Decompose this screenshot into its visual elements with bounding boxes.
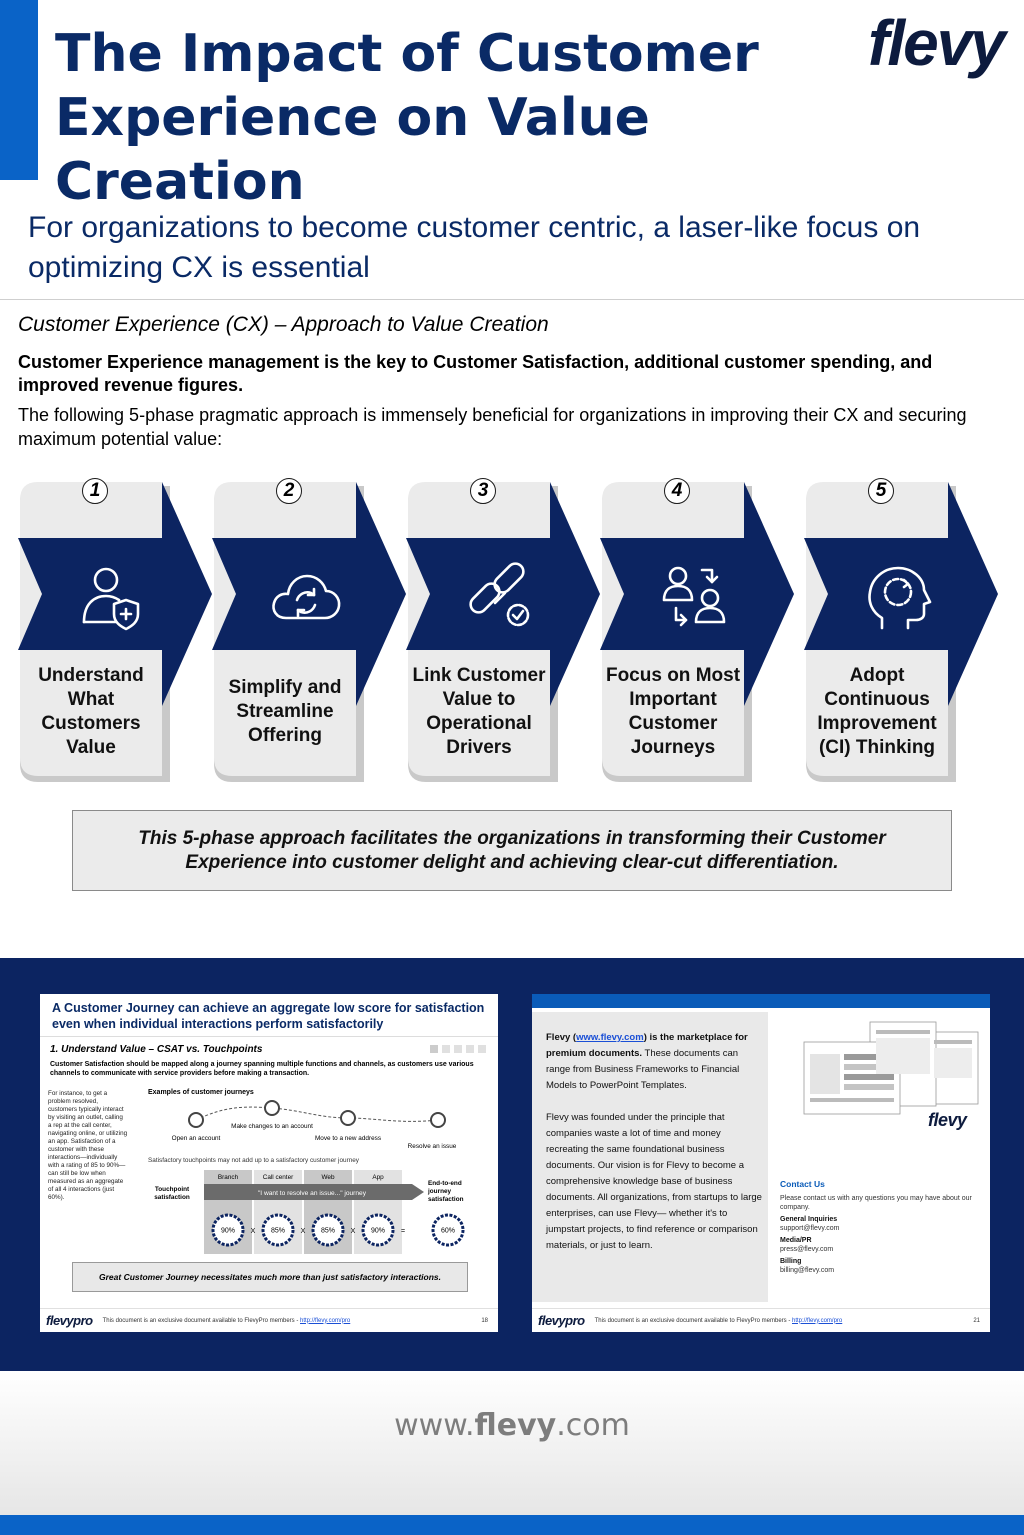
score-value: 90% (370, 1227, 386, 1235)
page-number: 18 (481, 1317, 488, 1324)
section-heading: Customer Experience (CX) – Approach to Value Creation (18, 313, 549, 336)
about-vision: Flevy was founded under the principle that companies waste a lot of time and money recreating the same foundational business documents. Our vision is for Flevy to become a comprehensive knowledge base of business documents. All organizations, from startups to large enterprises, can use Flevy— whether it's to jumpstart projects, to find reference or comparison materials, or just to learn. (546, 1112, 762, 1251)
channel-label: Web (321, 1174, 335, 1181)
phase-number: 2 (276, 478, 302, 504)
about-tagline: ) is the marketplace for premium documents. (546, 1032, 748, 1059)
slide1-description: Customer Satisfaction should be mapped along a journey spanning multiple functions and channels, as customers use various channels to communicate with service providers before making a transaction. (50, 1061, 474, 1077)
journey-node (265, 1101, 279, 1115)
journey-node (189, 1113, 203, 1127)
score-operator: = (400, 1228, 406, 1235)
document-thumbnails (532, 994, 990, 1332)
footer-link[interactable]: http://flevy.com/pro (300, 1317, 351, 1324)
link-check-icon (462, 560, 538, 636)
contact-heading: Contact Us (780, 1179, 825, 1189)
channel-label: Call center (262, 1174, 294, 1181)
about-prefix: Flevy ( (546, 1032, 577, 1043)
phase-label: Simplify and Streamline Offering (228, 677, 342, 746)
page-title: The Impact of Customer Experience on Value Creation (55, 24, 759, 212)
page-number: 21 (973, 1317, 980, 1324)
phase-label: Link Customer Value to Operational Drivers (412, 665, 546, 758)
footer-url[interactable] (0, 1408, 1024, 1443)
page-subtitle: For organizations to become customer centric, a laser-like focus on optimizing CX is essential (28, 211, 921, 284)
footer-url-post: .com (556, 1408, 630, 1443)
flevy-logo[interactable] (868, 6, 1004, 80)
touchpoint-score (263, 1215, 293, 1245)
logo-text: flevy (868, 7, 1004, 79)
end-to-end-label: End-to-end journey satisfaction (428, 1180, 464, 1203)
contact-email[interactable]: support@flevy.com (780, 1225, 840, 1232)
contact-label: Billing (780, 1258, 802, 1265)
user-shield-icon (74, 560, 150, 636)
examples-label: Examples of customer journeys (148, 1089, 254, 1096)
phase-label: Understand What Customers Value (38, 665, 144, 758)
about-detail: These documents can range from Business Frameworks to Financial Models to PowerPoint Templates. (546, 1048, 740, 1091)
flevypro-logo: flevypro (538, 1313, 585, 1328)
contact-label: General Inquiries (780, 1216, 838, 1223)
score-value: 85% (270, 1227, 286, 1235)
touchpoint-score (213, 1215, 243, 1245)
slide2-footer (532, 1308, 990, 1332)
channel-label: App (372, 1174, 384, 1181)
slide1-side-text: For instance, to get a problem resolved, customers typically interact by visiting an outlet, calling a rep at the call center, navigating online, or utilizing an app. Satisfaction of a customer with these interactions—individually with a rating of 85 to 90%—can still be low when measured as an aggregate of all 4 interactions (just 60%). (48, 1090, 128, 1201)
footer-url-brand: flevy (474, 1408, 557, 1443)
score-value: 85% (320, 1227, 336, 1235)
touchpoint-score (313, 1215, 343, 1245)
phase-label: Adopt Continuous Improvement (CI) Thinking (817, 665, 937, 758)
phase-4 (600, 478, 800, 790)
accent-bar (0, 0, 38, 180)
phase-number: 5 (868, 478, 894, 504)
footer-url-pre: www. (394, 1408, 475, 1443)
footer-text: This document is an exclusive document available to FlevyPro members - (102, 1317, 299, 1324)
divider (0, 299, 1024, 300)
journey-quote: "I want to resolve an issue..." journey (257, 1190, 367, 1197)
slide2-flevy-logo: flevy (928, 1110, 967, 1130)
journey-label: Resolve an issue (407, 1143, 457, 1150)
score-value: 90% (220, 1227, 236, 1235)
slide1-footer (40, 1308, 498, 1332)
lead-bold-text: Customer Experience management is the key to Customer Satisfaction, additional customer spending, and improved revenue figures. (18, 352, 933, 395)
flevypro-logo: flevypro (46, 1313, 93, 1328)
journey-node (431, 1113, 445, 1127)
journey-label: Make changes to an account (231, 1123, 313, 1130)
footer-text: This document is an exclusive document available to FlevyPro members - (594, 1317, 791, 1324)
phase-label: Focus on Most Important Customer Journeys (605, 665, 741, 758)
phase-1 (18, 478, 218, 790)
score-operator: X (250, 1228, 256, 1235)
head-cycle-icon (860, 560, 936, 636)
journey-label: Open an account (171, 1135, 221, 1142)
score-value: 60% (440, 1227, 456, 1235)
contact-intro: Please contact us with any questions you may have about our company. (780, 1195, 972, 1211)
preview-slide-2[interactable] (532, 994, 990, 1332)
contact-email[interactable]: press@flevy.com (780, 1246, 834, 1253)
users-exchange-icon (656, 560, 732, 636)
flevy-link[interactable]: www.flevy.com (576, 1032, 644, 1043)
journey-score (433, 1215, 463, 1245)
footer-bar (0, 1515, 1024, 1535)
journey-node (341, 1111, 355, 1125)
footer-background (0, 1371, 1024, 1515)
phase-2 (212, 478, 412, 790)
phase-number: 1 (82, 478, 108, 504)
contact-block (780, 1180, 980, 1275)
satisfaction-note: Satisfactory touchpoints may not add up to a satisfactory customer journey (148, 1157, 359, 1164)
slide1-note-text: Great Customer Journey necessitates much more than just satisfactory interactions. (99, 1272, 441, 1282)
touchpoint-label: Touchpoint satisfaction (154, 1186, 190, 1201)
cloud-sync-icon (268, 560, 344, 636)
contact-label: Media/PR (780, 1237, 812, 1244)
phase-number: 3 (470, 478, 496, 504)
touchpoint-score (363, 1215, 393, 1245)
contact-email[interactable]: billing@flevy.com (780, 1267, 835, 1274)
score-operator: X (350, 1228, 356, 1235)
phase-number: 4 (664, 478, 690, 504)
slide1-note (72, 1262, 468, 1292)
phase-3 (406, 478, 606, 790)
preview-slide-1[interactable] (40, 994, 498, 1332)
callout-box (72, 810, 952, 891)
journey-label: Move to a new address (314, 1135, 382, 1142)
footer-link[interactable]: http://flevy.com/pro (792, 1317, 843, 1324)
slide1-subtitle: 1. Understand Value – CSAT vs. Touchpoints (50, 1044, 263, 1055)
channel-label: Branch (217, 1174, 239, 1181)
score-operator: X (300, 1228, 306, 1235)
slide1-title: A Customer Journey can achieve an aggregate low score for satisfaction even when individual interactions perform satisfactorily (52, 1001, 485, 1031)
phase-5 (804, 478, 1004, 790)
lead-text: The following 5-phase pragmatic approach is immensely beneficial for organizations in improving their CX and securing maximum potential value: (18, 405, 967, 449)
callout-text: This 5-phase approach facilitates the organizations in transforming their Customer Experience into customer delight and achieving clear-cut differentiation. (138, 827, 886, 873)
